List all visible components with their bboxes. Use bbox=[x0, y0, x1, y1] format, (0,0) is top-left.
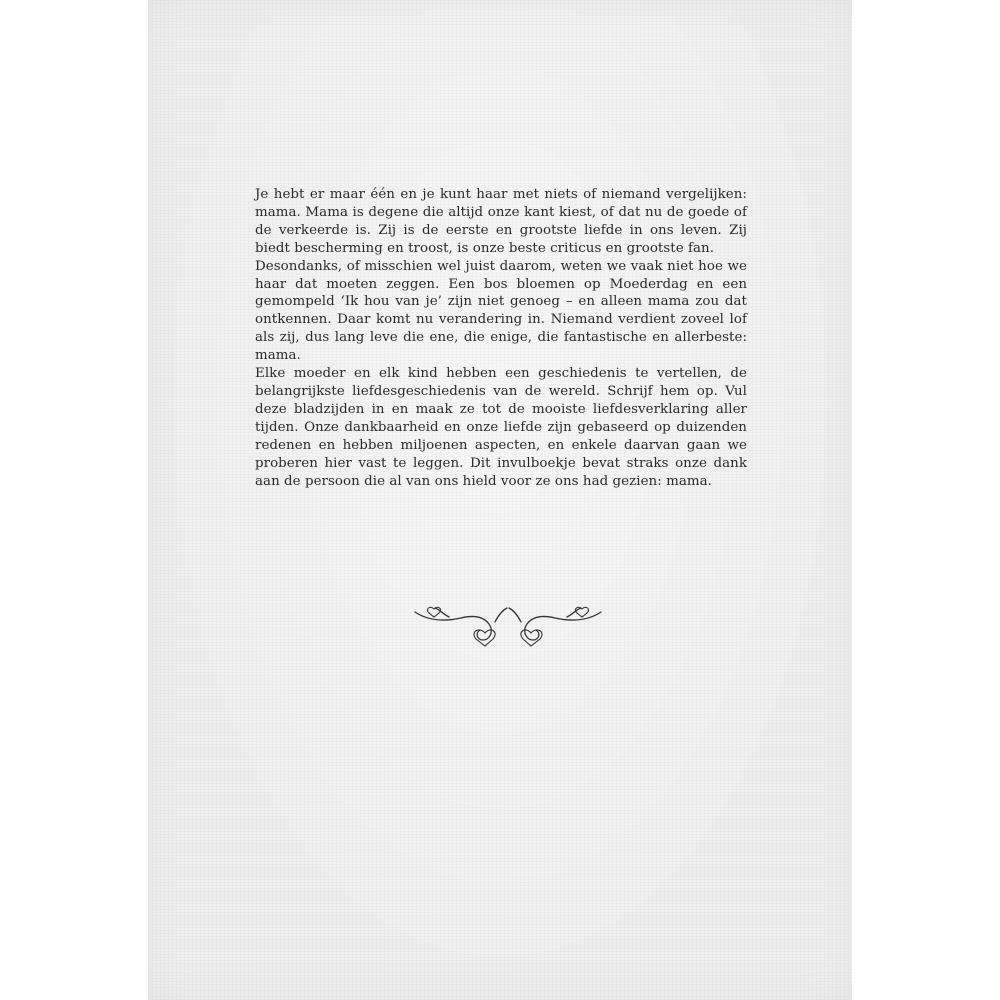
paragraph-3: Elke moeder en elk kind hebben een geschiedenis te vertellen, de belangrijkste liefdesgeschiedenis van de wereld. Schrijf hem op. Vul deze bladzijden in en maak ze tot de mooiste liefdesverklaring aller tijden. Onze dankbaarheid en onze liefde zijn gebaseerd op duizenden redenen en hebben miljoenen aspecten, en enkele daarvan gaan we proberen hier vast te leggen. Dit invulboekje bevat straks onze dank aan de persoon die al van ons hield voor ze ons had gezien: mama. bbox=[255, 366, 747, 489]
intro-text bbox=[255, 186, 747, 490]
paragraph-1: Je hebt er maar één en je kunt haar met niets of niemand vergelijken: mama. Mama is degene die altijd onze kant kiest, of dat nu de goede of de verkeerde is. Zij is de eerste en grootste liefde in ons leven. Zij biedt bescherming en troost, is onze beste criticus en grootste fan. bbox=[255, 187, 747, 256]
heart-swirl-ornament-icon bbox=[413, 600, 603, 650]
paragraph-2: Desondanks, of misschien wel juist daarom, weten we vaak niet hoe we haar dat moeten zeggen. Een bos bloemen op Moederdag en een gemompeld ‘Ik hou van je’ zijn niet genoeg – en alleen mama zou dat ontkennen. Daar komt nu verandering in. Niemand verdient zoveel lof als zij, dus lang leve die ene, die enige, die fantastische en allerbeste: mama. bbox=[255, 258, 747, 364]
book-page bbox=[148, 0, 852, 1000]
